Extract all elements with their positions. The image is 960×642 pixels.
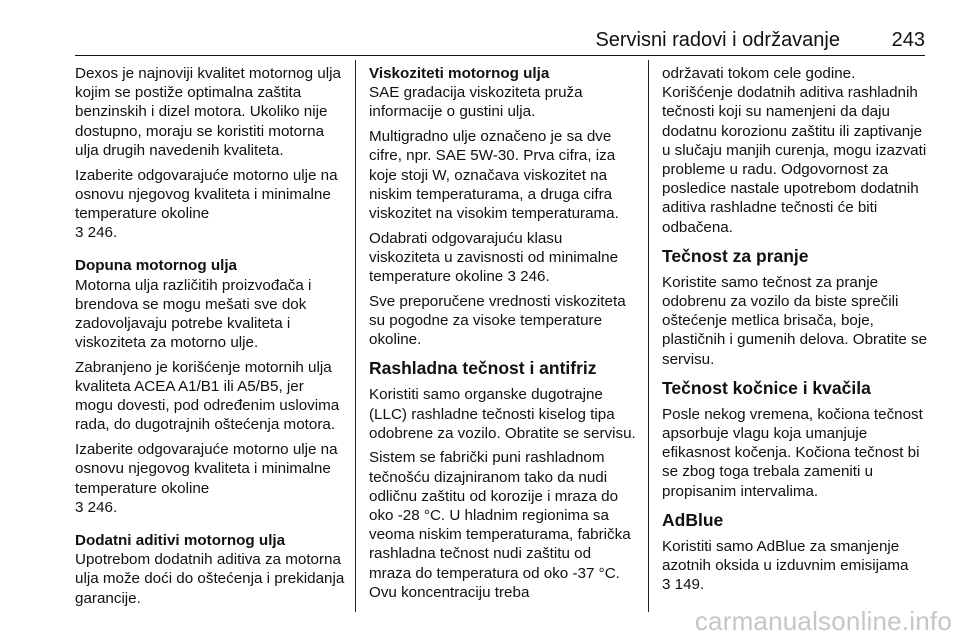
subheading: Viskoziteti motornog ulja [369,65,550,82]
section-heading: Tečnost za pranje [662,245,809,266]
paragraph: Sistem se fabrički puni rashladnom tečnošću dizajniranom tako da nudi odličnu zaštitu od korozije i mraza do oko -28 °C. U hladnim regionima sa veoma niskim temperaturama, fabrička rashladna tečnost nudi zaštitu od mraza do temperatura od oko -37 °C. Ovu koncentraciju treba [369,449,631,601]
page-reference[interactable]: 3 246. [75,224,118,242]
paragraph: Izaberite odgovarajuće motorno ulje na osnovu njegovog kvaliteta i minimalne temperature okoline 3 246. [75,441,338,516]
page-reference[interactable]: 3 246. [507,268,550,286]
paragraph: Koristite samo tečnost za pranje odobrenu za vozilo da biste sprečili oštećenje metlica brisača, boje, plastičnih i gumenih delova. Obratite se servisu. [662,273,928,368]
column-divider [648,60,649,612]
paragraph: Zabranjeno je korišćenje motornih ulja kvaliteta ACEA A1/B1 ili A5/B5, jer mogu dovesti, pod određenim uslovima rada, do dugotrajnih oštećenja motora. [75,358,340,434]
paragraph: Sve preporučene vrednosti viskoziteta su pogodne za visoke temperature okoline. [369,292,626,349]
page-number: 243 [891,29,925,51]
paragraph: SAE gradacija viskoziteta pruža informacije o gustini ulja. [369,84,583,121]
page-reference[interactable]: 3 149. [662,576,705,594]
paragraph: održavati tokom cele godine. Korišćenje dodatnih aditiva rashladnih tečnosti koji su namenjeni da daju dodatnu korozionu zaštitu ili zaptivanje u slučaju manjih curenja, mogu izazvati probleme u radu. Odgovornost za posledice nastale upotrebom dodatnih aditiva rashladne tečnosti će biti odbačena. [662,65,927,236]
paragraph: Koristiti samo organske dugotrajne (LLC) rashladne tečnosti kiselog tipa odobrene za vozilo. Obratite se servisu. [369,386,636,442]
section-heading: AdBlue [662,509,724,530]
section-heading: Rashladna tečnost i antifriz [369,358,597,379]
watermark: carmanualsonline.info [694,606,952,636]
text-column-2 [369,64,637,608]
paragraph: Dexos je najnoviji kvalitet motornog ulja kojim se postiže optimalna zaštita benzinskih i dizel motora. Ukoliko nije dostupno, moraju se koristiti motorna ulja drugih navedenih kvaliteta. [75,65,341,159]
paragraph: Koristiti samo AdBlue za smanjenje azotnih oksida u izduvnim emisijama 3 149. [662,537,909,594]
section-title: Servisni radovi i održavanje [595,29,840,51]
paragraph: Izaberite odgovarajuće motorno ulje na osnovu njegovog kvaliteta i minimalne temperature okoline 3 246. [75,166,338,242]
paragraph: Motorna ulja različitih proizvođača i brendova se mogu mešati sve dok zadovoljavaju potrebe kvaliteta i viskoziteta za motorno ulje. [75,276,312,352]
page-header [75,28,925,56]
page-reference[interactable]: 3 246. [75,498,118,516]
paragraph: Posle nekog vremena, kočiona tečnost apsorbuje vlagu koja umanjuje efikasnost kočenja. Kočiona tečnost bi se zbog toga trebala zameniti u propisanim intervalima. [662,405,923,500]
subheading: Dopuna motornog ulja [75,257,237,275]
column-divider [355,60,356,612]
text-column-1 [75,64,345,613]
section-heading: Tečnost kočnice i kvačila [662,377,871,398]
paragraph: Multigradno ulje označeno je sa dve cifre, npr. SAE 5W-30. Prva cifra, iza koje stoji W, označava viskozitet na niskim temperaturama, a druga cifra viskozitet na visokim temperaturama. [369,128,619,222]
subheading: Dodatni aditivi motornog ulja [75,531,286,549]
paragraph: Odabrati odgovarajuću klasu viskoziteta u zavisnosti od minimalne temperature okoline 3 246. [369,229,619,286]
text-column-3 [662,64,930,600]
paragraph: Upotrebom dodatnih aditiva za motorna ulja može doći do oštećenja i prekidanja garancije. [75,551,345,607]
